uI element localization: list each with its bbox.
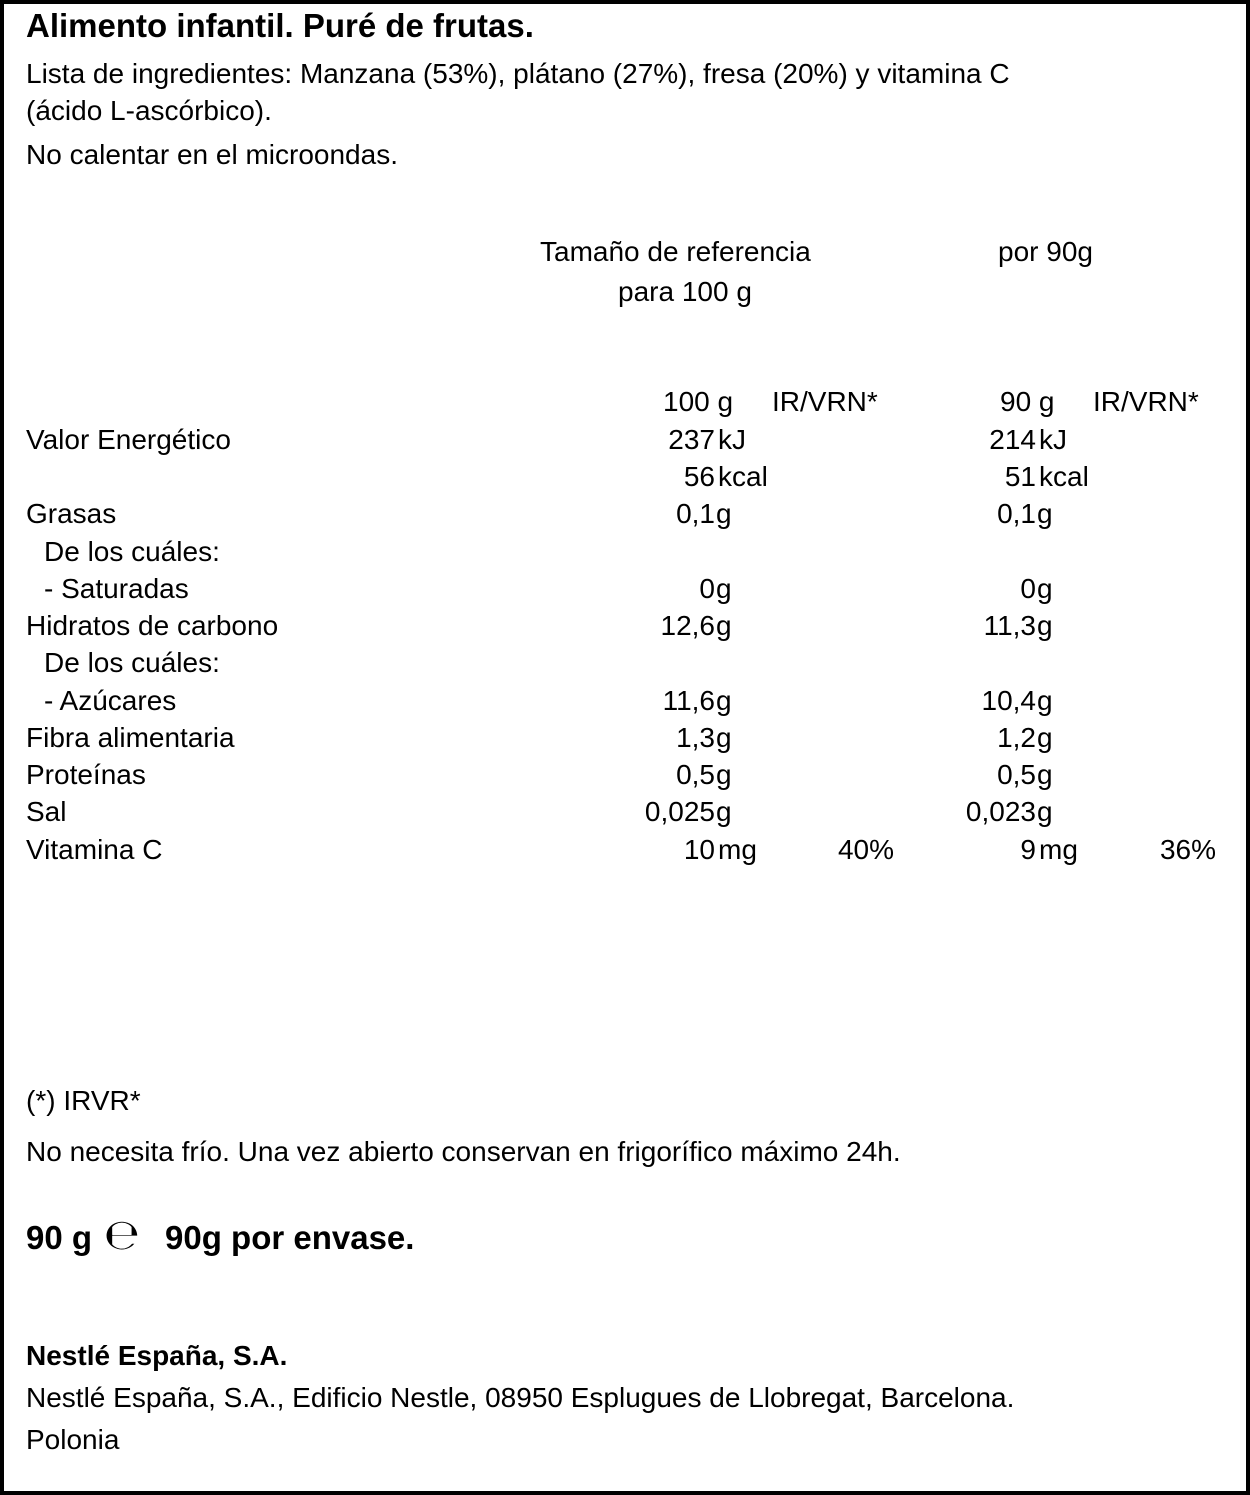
unit-100g: kJ xyxy=(718,424,746,455)
col-header-100g: 100 g xyxy=(663,386,734,417)
value-100g: 56 xyxy=(683,461,715,492)
value-100g: 10 xyxy=(683,834,715,865)
col-header-90g-ir: IR/VRN* xyxy=(1093,386,1199,417)
product-title: Alimento infantil. Puré de frutas. xyxy=(26,7,534,44)
unit-100g: mg xyxy=(718,834,757,865)
ingredients-line-1: Lista de ingredientes: Manzana (53%), plátano (27%), fresa (20%) y vitamina C xyxy=(26,58,1010,89)
country-of-origin: Polonia xyxy=(26,1424,120,1455)
row-label: De los cuáles: xyxy=(44,536,220,567)
unit-90g: g xyxy=(1037,573,1053,604)
row-label: Sal xyxy=(26,796,67,827)
unit-100g: g xyxy=(716,610,732,641)
unit-100g: g xyxy=(716,498,732,529)
col-header-90g: 90 g xyxy=(1000,386,1055,417)
ir-90g: 36% xyxy=(1159,834,1216,865)
company-name: Nestlé España, S.A. xyxy=(26,1340,288,1371)
value-90g: 0,5 xyxy=(997,759,1036,790)
col-header-100g-ir: IR/VRN* xyxy=(772,386,878,417)
value-90g: 1,2 xyxy=(997,722,1036,753)
value-90g: 10,4 xyxy=(981,685,1036,716)
value-90g: 0,1 xyxy=(997,498,1036,529)
per-serving-label: por 90g xyxy=(998,236,1093,267)
value-100g: 11,6 xyxy=(662,685,715,716)
ir-footnote: (*) IRVR* xyxy=(26,1085,141,1116)
unit-90g: g xyxy=(1037,498,1053,529)
unit-100g: g xyxy=(716,685,732,716)
unit-100g: kcal xyxy=(718,461,768,492)
value-100g: 237 xyxy=(668,424,715,455)
reference-size-label: Tamaño de referencia xyxy=(540,236,811,267)
value-100g: 0,025 xyxy=(644,796,715,827)
row-label: Hidratos de carbono xyxy=(26,610,279,641)
unit-100g: g xyxy=(716,722,732,753)
unit-100g: g xyxy=(716,573,732,604)
unit-100g: g xyxy=(716,796,732,827)
unit-90g: kJ xyxy=(1039,424,1067,455)
row-label: Proteínas xyxy=(26,759,146,790)
net-quantity: 90 g xyxy=(26,1219,93,1256)
value-90g: 214 xyxy=(989,424,1036,455)
row-label: - Saturadas xyxy=(44,573,189,604)
unit-90g: kcal xyxy=(1039,461,1089,492)
value-90g: 0 xyxy=(1020,573,1036,604)
row-label: Grasas xyxy=(26,498,117,529)
value-90g: 9 xyxy=(1020,834,1036,865)
value-100g: 0,5 xyxy=(676,759,715,790)
unit-90g: g xyxy=(1037,759,1053,790)
estimated-sign-icon: ℮ xyxy=(104,1210,140,1259)
unit-100g: g xyxy=(716,759,732,790)
value-100g: 0 xyxy=(699,573,715,604)
microwave-warning: No calentar en el microondas. xyxy=(26,139,398,170)
unit-90g: g xyxy=(1037,796,1053,827)
value-90g: 0,023 xyxy=(965,796,1036,827)
ingredients-line-2: (ácido L-ascórbico). xyxy=(26,95,272,126)
ir-100g: 40% xyxy=(837,834,894,865)
value-90g: 51 xyxy=(1004,461,1036,492)
row-label: De los cuáles: xyxy=(44,647,220,678)
value-100g: 0,1 xyxy=(676,498,715,529)
value-100g: 1,3 xyxy=(676,722,715,753)
value-90g: 11,3 xyxy=(983,610,1036,641)
unit-90g: g xyxy=(1037,722,1053,753)
quantity-per-pack: 90g por envase. xyxy=(165,1219,415,1256)
value-100g: 12,6 xyxy=(660,610,715,641)
row-label: - Azúcares xyxy=(44,685,177,716)
unit-90g: g xyxy=(1037,685,1053,716)
reference-size-subtitle: para 100 g xyxy=(618,276,752,307)
company-address: Nestlé España, S.A., Edificio Nestle, 08950 Esplugues de Llobregat, Barcelona. xyxy=(26,1382,1015,1413)
row-label: Fibra alimentaria xyxy=(26,722,235,753)
row-label: Valor Energético xyxy=(26,424,231,455)
unit-90g: g xyxy=(1037,610,1053,641)
unit-90g: mg xyxy=(1039,834,1078,865)
row-label: Vitamina C xyxy=(26,834,163,865)
storage-instructions: No necesita frío. Una vez abierto conservan en frigorífico máximo 24h. xyxy=(26,1136,901,1167)
